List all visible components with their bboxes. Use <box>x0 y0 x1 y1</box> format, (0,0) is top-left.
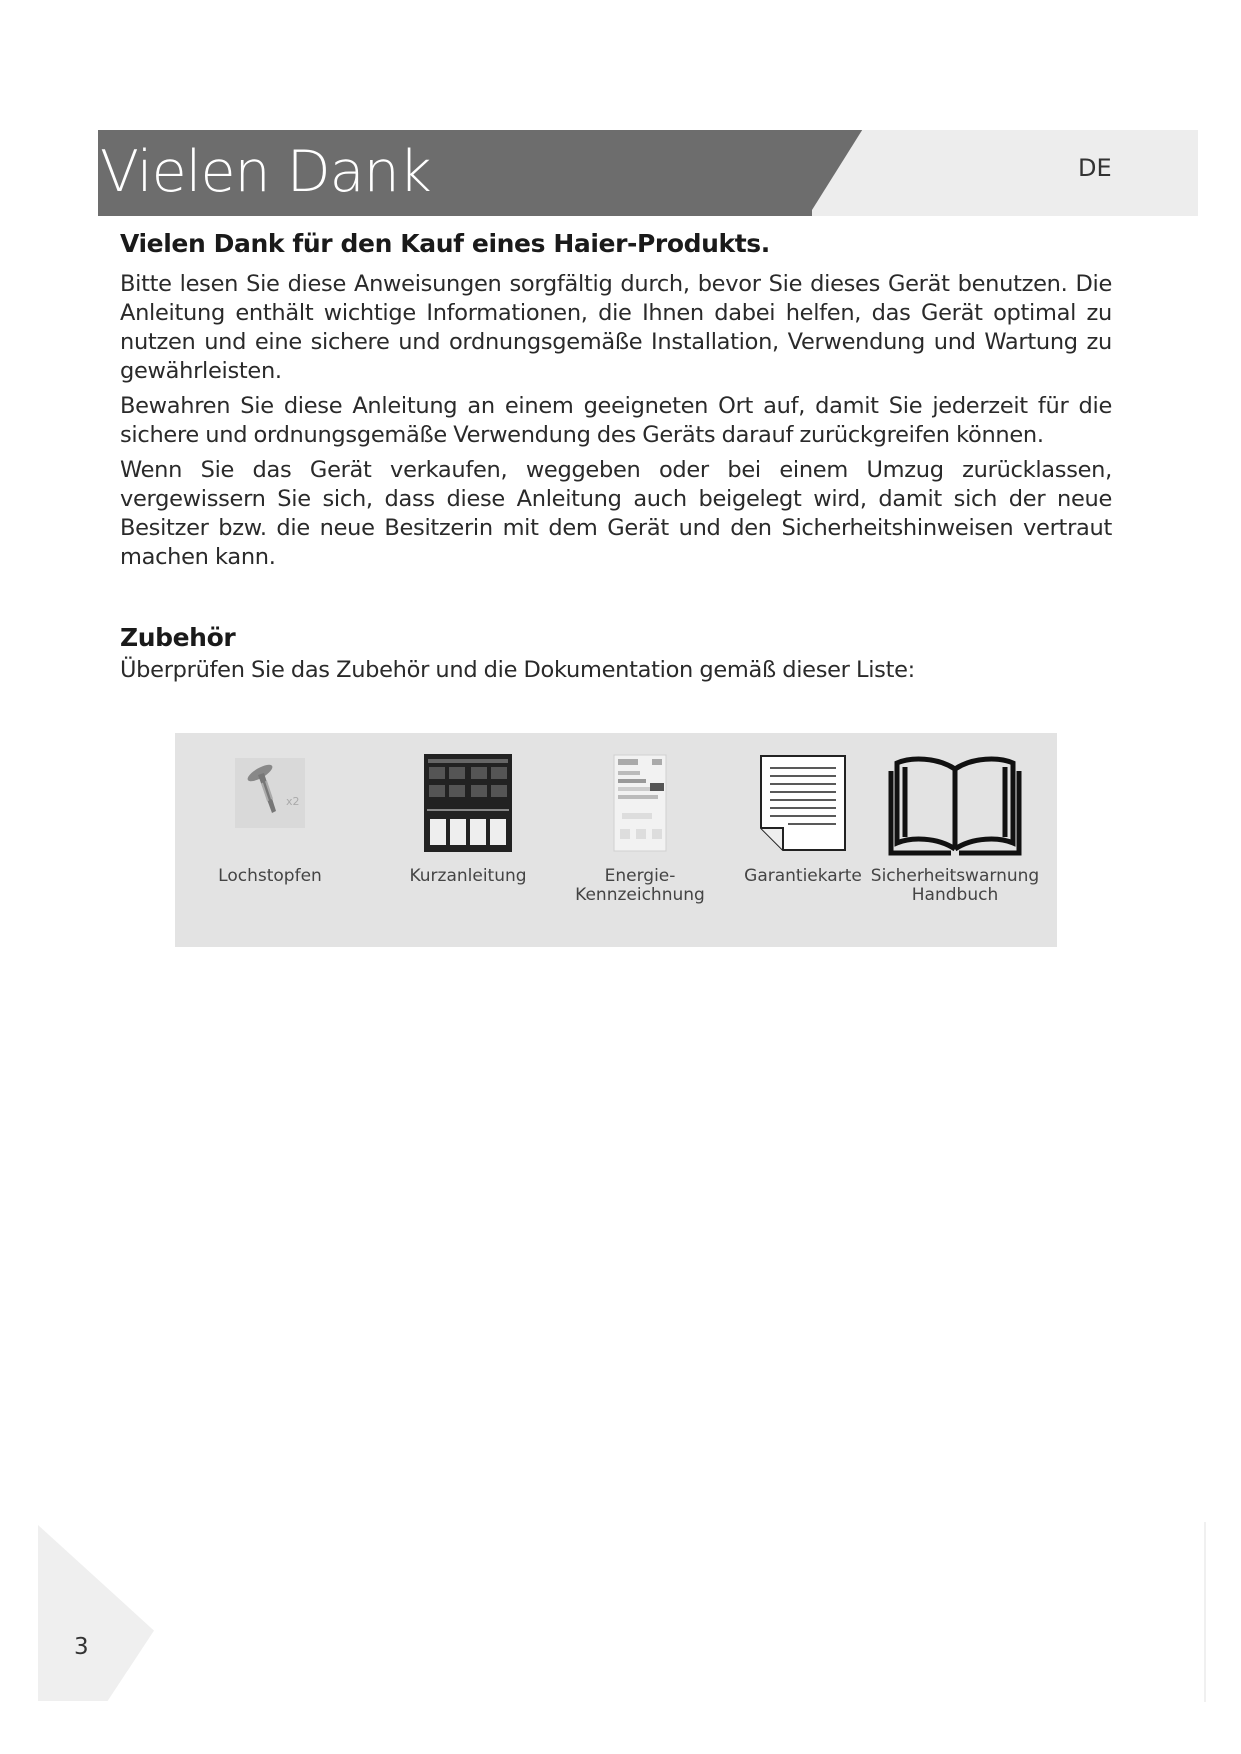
accessory-item-plug <box>195 753 345 886</box>
page-title: Vielen Dank <box>100 139 431 205</box>
accessories-panel <box>175 733 1057 947</box>
manual-book-icon <box>887 753 1023 861</box>
accessory-item-energy-label <box>565 753 715 905</box>
accessories-section <box>120 620 1112 685</box>
accessory-label-quick-guide: Kurzanleitung <box>409 866 527 886</box>
header-banner-light <box>812 130 1198 216</box>
accessory-label-safety-manual: Sicherheitswarnung Handbuch <box>870 866 1040 905</box>
warranty-card-icon <box>758 753 848 853</box>
accessories-heading: Zubehör <box>120 623 236 652</box>
accessory-label-energy-label: Energie- Kennzeichnung <box>575 866 705 905</box>
accessory-item-quick-guide <box>393 753 543 886</box>
accessory-item-warranty-card <box>728 753 878 886</box>
accessory-label-warranty-card: Garantiekarte <box>744 866 862 886</box>
intro-paragraph-2: Bewahren Sie diese Anleitung an einem geeigneten Ort auf, damit Sie jederzeit für die sichere und ordnungsgemäße Verwendung des Geräts darauf zurückgreifen können. <box>120 393 1112 448</box>
energy-label-icon <box>612 753 668 853</box>
intro-paragraph-1: Bitte lesen Sie diese Anweisungen sorgfältig durch, bevor Sie dieses Gerät benutzen. Die Anleitung enthält wichtige Informationen, die Ihnen dabei helfen, das Gerät optimal zu nutzen und eine sichere und ordnungsgemäße Installation, Verwendung und Wartung zu gewährleisten. <box>120 271 1112 384</box>
page-number: 3 <box>74 1634 89 1660</box>
accessories-intro: Überprüfen Sie das Zubehör und die Dokumentation gemäß dieser Liste: <box>120 657 915 683</box>
accessory-item-safety-manual <box>870 753 1040 905</box>
intro-paragraph-3: Wenn Sie das Gerät verkaufen, weggeben oder bei einem Umzug zurücklassen, vergewissern Sie sich, dass diese Anleitung auch beigelegt wird, damit sich der neue Besitzer bzw. die neue Besitzerin mit dem Gerät und den Sicherheitshinweisen vertraut machen kann. <box>120 457 1112 570</box>
accessory-label-plug: Lochstopfen <box>218 866 322 886</box>
plug-icon <box>230 753 310 833</box>
page-corner-decoration <box>38 1525 154 1701</box>
quick-guide-icon <box>423 753 513 853</box>
right-edge-rule <box>1204 1522 1206 1702</box>
content <box>120 226 1112 691</box>
plug-quantity: x2 <box>286 795 300 808</box>
language-code: DE <box>1078 154 1112 182</box>
thank-you-heading: Vielen Dank für den Kauf eines Haier-Produkts. <box>120 229 770 258</box>
